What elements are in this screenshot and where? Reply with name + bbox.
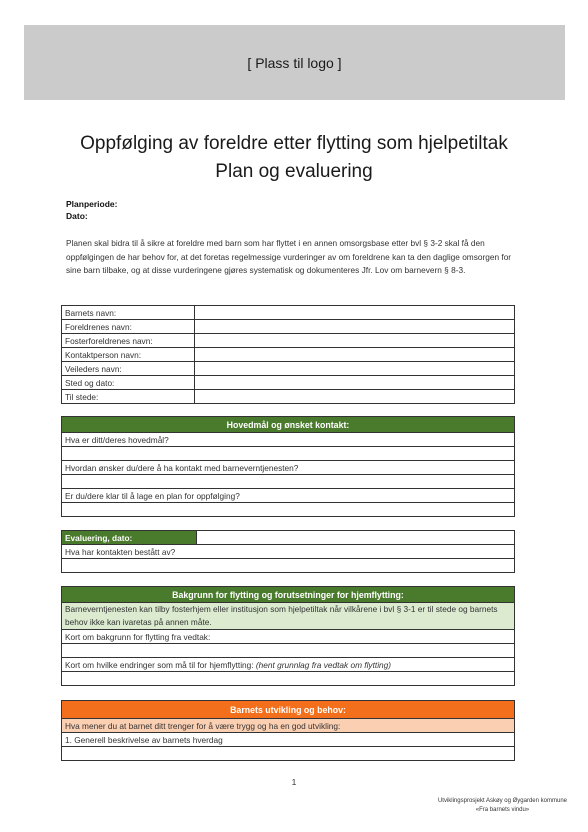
section-header-row: [62, 417, 515, 433]
footer: [438, 797, 567, 815]
table-row: [62, 747, 515, 761]
table-row: [62, 362, 515, 376]
footer-project: Utviklingsprosjekt Askøy og Øygarden kommune: [437, 798, 567, 804]
plan-period-label: Planperiode:: [66, 199, 118, 209]
answer-field[interactable]: [62, 747, 515, 761]
table-row: [62, 461, 515, 475]
info-table: [61, 305, 515, 404]
info-label: Veileders navn:: [62, 362, 195, 376]
table-row: [62, 503, 515, 517]
question-label: [62, 658, 515, 672]
table-row: [62, 376, 515, 390]
table-row: [62, 658, 515, 672]
document-title: Oppfølging av foreldre etter flytting som hjelpetiltak: [80, 133, 508, 154]
info-label: Foreldrenes navn:: [62, 320, 195, 334]
document-subtitle: Plan og evaluering: [215, 161, 373, 182]
table-row: [62, 531, 515, 545]
answer-field[interactable]: [62, 475, 515, 489]
question-label: Hva er ditt/deres hovedmål?: [62, 433, 515, 447]
main-goal-table: [61, 416, 515, 517]
background-header: Bakgrunn for flytting og forutsetninger for hjemflytting:: [62, 587, 515, 603]
date-label: Dato:: [66, 211, 88, 221]
info-value-field[interactable]: [195, 376, 515, 390]
table-row: [62, 630, 515, 644]
intro-paragraph: Planen skal bidra til å sikre at foreldre med barn som har flyttet i en annen omsorgsbase etter bvl § 3-2 skal få den oppfølgingen de har behov for, at det foretas regelmessige vurderinger av om foreldrene kan ta den daglige omsorgen for sine barn tilbake, og at disse vurderingene gjøres systematisk og dokumenteres Jfr. Lov om barnevern § 8-3.: [66, 238, 512, 275]
table-row: [62, 719, 515, 733]
question-label: Hva har kontakten bestått av?: [62, 545, 515, 559]
table-row: [62, 603, 515, 630]
main-goal-header: Hovedmål og ønsket kontakt:: [62, 417, 515, 433]
section-header-row: [62, 701, 515, 719]
table-row: [62, 672, 515, 686]
development-header: Barnets utvikling og behov:: [62, 701, 515, 719]
development-table: [61, 700, 515, 761]
evaluation-label: Evaluering, dato:: [62, 531, 197, 545]
info-label: Til stede:: [62, 390, 195, 404]
footer-tagline: «Fra barnets vindu»: [475, 807, 530, 813]
logo-placeholder-text: [ Plass til logo ]: [247, 54, 342, 71]
info-value-field[interactable]: [195, 362, 515, 376]
info-value-field[interactable]: [195, 334, 515, 348]
table-row: [62, 489, 515, 503]
evaluation-table: [61, 530, 515, 573]
answer-field[interactable]: [62, 644, 515, 658]
table-row: [62, 644, 515, 658]
answer-field[interactable]: [62, 503, 515, 517]
question-label: Hvordan ønsker du/dere å ha kontakt med barneverntjenesten?: [62, 461, 515, 475]
table-row: [62, 348, 515, 362]
page-number: 1: [291, 777, 297, 787]
table-row: [62, 447, 515, 461]
table-row: [62, 733, 515, 747]
info-value-field[interactable]: [195, 390, 515, 404]
table-row: [62, 545, 515, 559]
background-table: [61, 586, 515, 686]
info-value-field[interactable]: [195, 320, 515, 334]
background-note: Barneverntjenesten kan tilby fosterhjem eller institusjon som hjelpetiltak når vilkårene i bvl § 3-1 er til stede og barnets behov ikke kan ivaretas på annen måte.: [62, 603, 515, 630]
question-label: Hva mener du at barnet ditt trenger for å være trygg og ha en god utvikling:: [62, 719, 515, 733]
logo-placeholder: [24, 25, 565, 100]
evaluation-date-field[interactable]: [197, 531, 515, 545]
info-label: Kontaktperson navn:: [62, 348, 195, 362]
question-label: Kort om bakgrunn for flytting fra vedtak:: [62, 630, 515, 644]
info-label: Barnets navn:: [62, 306, 195, 320]
info-value-field[interactable]: [195, 348, 515, 362]
table-row: [62, 320, 515, 334]
question-hint: (hent grunnlag fra vedtak om flytting): [255, 659, 392, 670]
info-label: Fosterforeldrenes navn:: [62, 334, 195, 348]
table-row: [62, 475, 515, 489]
info-value-field[interactable]: [195, 306, 515, 320]
item-label: 1. Generell beskrivelse av barnets hverdag: [62, 733, 515, 747]
table-row: [62, 559, 515, 573]
info-label: Sted og dato:: [62, 376, 195, 390]
table-row: [62, 306, 515, 320]
question-label: Er du/dere klar til å lage en plan for oppfølging?: [62, 489, 515, 503]
answer-field[interactable]: [62, 559, 515, 573]
answer-field[interactable]: [62, 672, 515, 686]
answer-field[interactable]: [62, 447, 515, 461]
question-text: Kort om hvilke endringer som må til for hjemflytting:: [65, 659, 254, 670]
section-header-row: [62, 587, 515, 603]
table-row: [62, 433, 515, 447]
table-row: [62, 334, 515, 348]
table-row: [62, 390, 515, 404]
